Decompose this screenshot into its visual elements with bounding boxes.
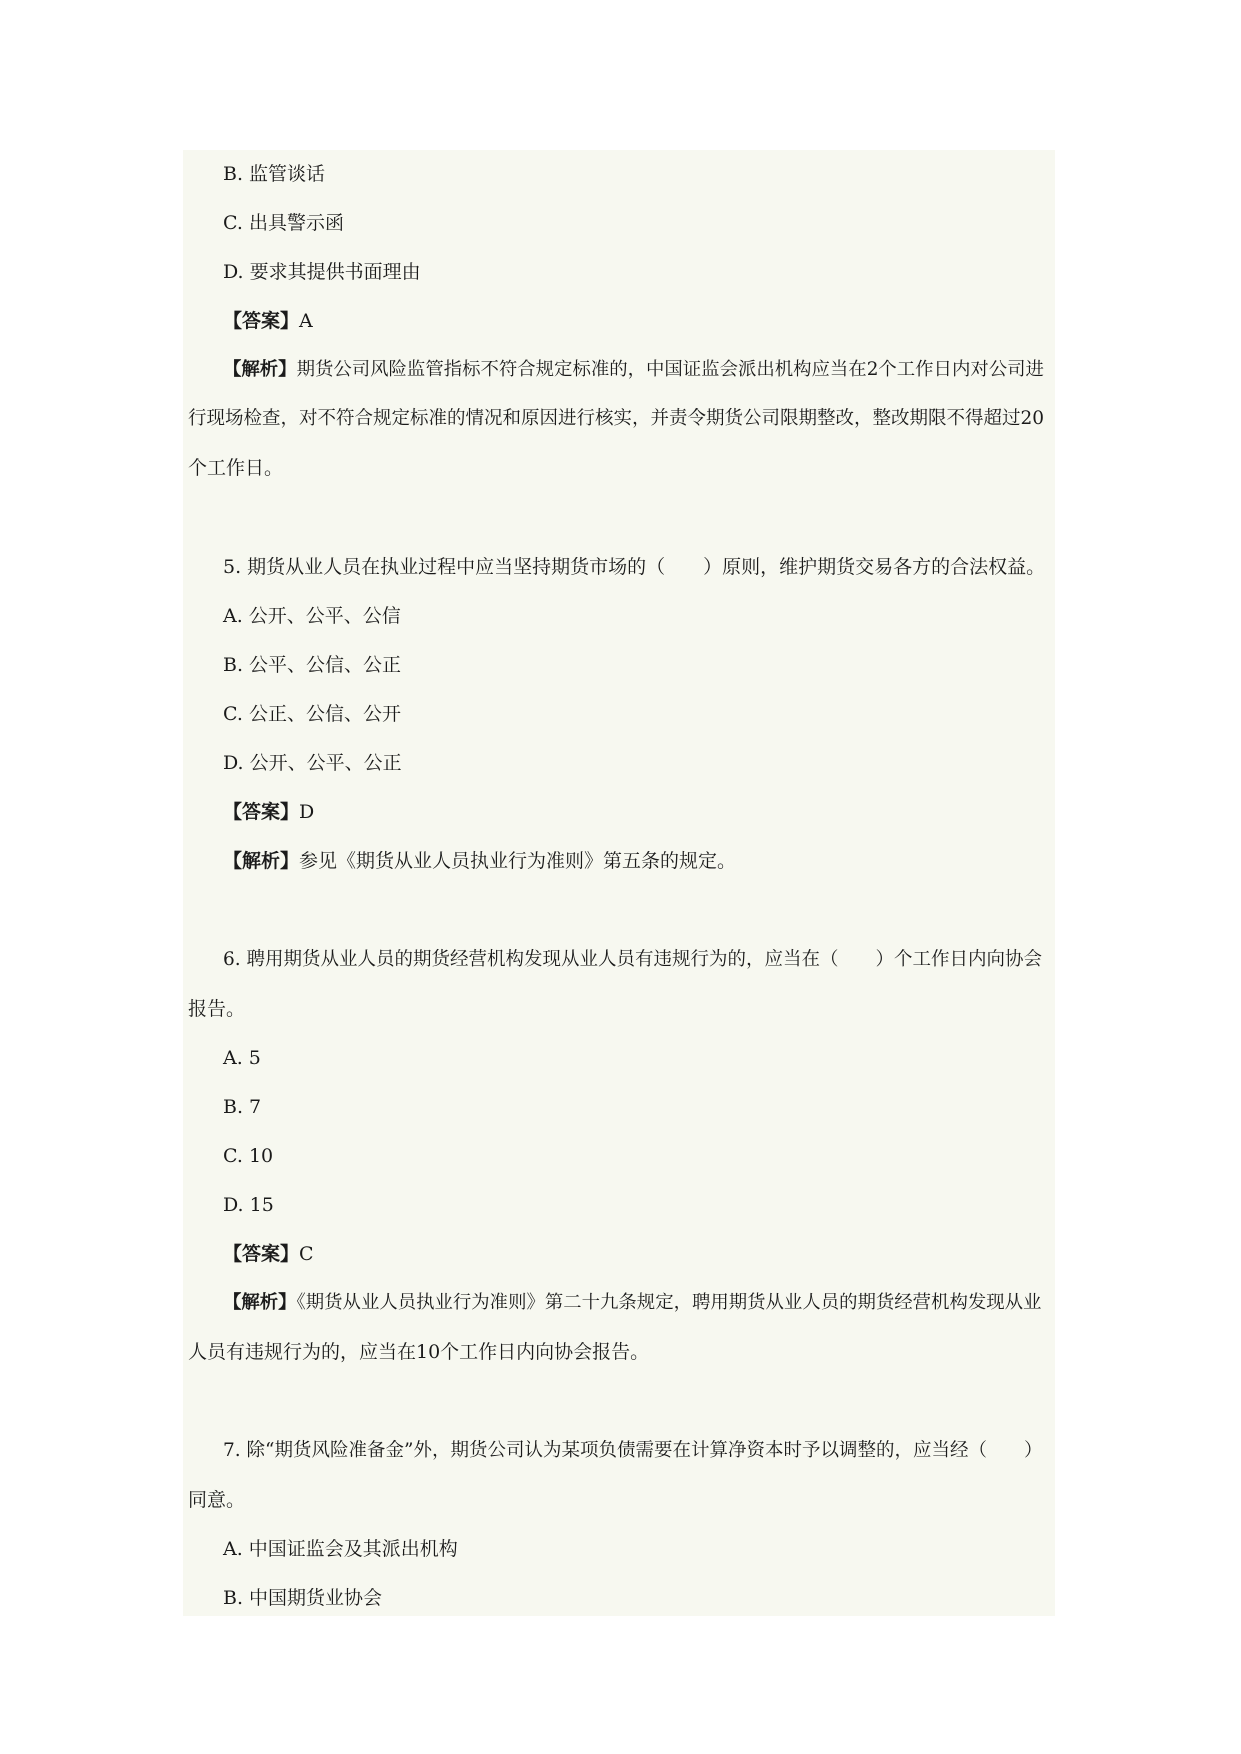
answer-value: D — [299, 801, 315, 823]
q6-stem-line-1: 6. 聘用期货从业人员的期货经营机构发现从业人员有违规行为的，应当在（ ）个工作日内向协会 — [223, 949, 1043, 970]
q6-stem-line-2: 报告。 — [188, 998, 246, 1020]
analysis-text: 期货公司风险监管指标不符合规定标准的，中国证监会派出机构应当在2个工作日内对公司进 — [296, 359, 1044, 380]
prev-analysis-line-1 — [223, 358, 1044, 382]
q6-option-d: D. 15 — [223, 1194, 274, 1216]
analysis-text: 《期货从业人员执业行为准则》第二十九条规定，聘用期货从业人员的期货经营机构发现从业 — [296, 1292, 1042, 1313]
q6-analysis-line-1 — [223, 1291, 1041, 1315]
answer-value: A — [299, 310, 313, 332]
analysis-label: 【解析】 — [223, 359, 297, 380]
q5-option-c: C. 公正、公信、公开 — [223, 703, 401, 725]
answer-label: 【答案】 — [223, 1243, 300, 1265]
prev-option-c: C. 出具警示函 — [223, 212, 344, 234]
answer-label: 【答案】 — [223, 310, 300, 332]
q5-option-b: B. 公平、公信、公正 — [223, 654, 402, 676]
prev-option-b: B. 监管谈话 — [223, 163, 326, 185]
q6-answer — [223, 1242, 314, 1266]
q5-option-d: D. 公开、公平、公正 — [223, 752, 402, 774]
q5-option-a: A. 公开、公平、公信 — [223, 605, 401, 627]
q6-option-c: C. 10 — [223, 1145, 274, 1167]
q7-option-a: A. 中国证监会及其派出机构 — [223, 1538, 458, 1560]
q6-option-b: B. 7 — [223, 1096, 262, 1118]
analysis-label: 【解析】 — [223, 850, 300, 872]
analysis-text: 参见《期货从业人员执业行为准则》第五条的规定。 — [299, 850, 737, 872]
prev-analysis-line-2: 行现场检查，对不符合规定标准的情况和原因进行核实，并责令期货公司限期整改，整改期限不得超过20 — [188, 408, 1045, 429]
answer-value: C — [299, 1243, 314, 1265]
prev-answer — [223, 309, 313, 333]
q7-stem-line-1: 7. 除“期货风险准备金”外，期货公司认为某项负债需要在计算净资本时予以调整的，应当经（ ） — [223, 1440, 1043, 1461]
q7-stem-line-2: 同意。 — [188, 1489, 246, 1511]
q5-answer — [223, 800, 314, 824]
q5-analysis — [223, 849, 736, 873]
q6-option-a: A. 5 — [223, 1047, 261, 1069]
analysis-label: 【解析】 — [223, 1292, 297, 1313]
prev-option-d: D. 要求其提供书面理由 — [223, 261, 421, 283]
q7-option-b: B. 中国期货业协会 — [223, 1587, 383, 1609]
q6-analysis-line-2: 人员有违规行为的，应当在10个工作日内向协会报告。 — [188, 1341, 650, 1363]
answer-label: 【答案】 — [223, 801, 300, 823]
prev-analysis-line-3: 个工作日。 — [188, 457, 284, 479]
q5-stem: 5. 期货从业人员在执业过程中应当坚持期货市场的（ ）原则，维护期货交易各方的合法权益。 — [223, 556, 1046, 578]
